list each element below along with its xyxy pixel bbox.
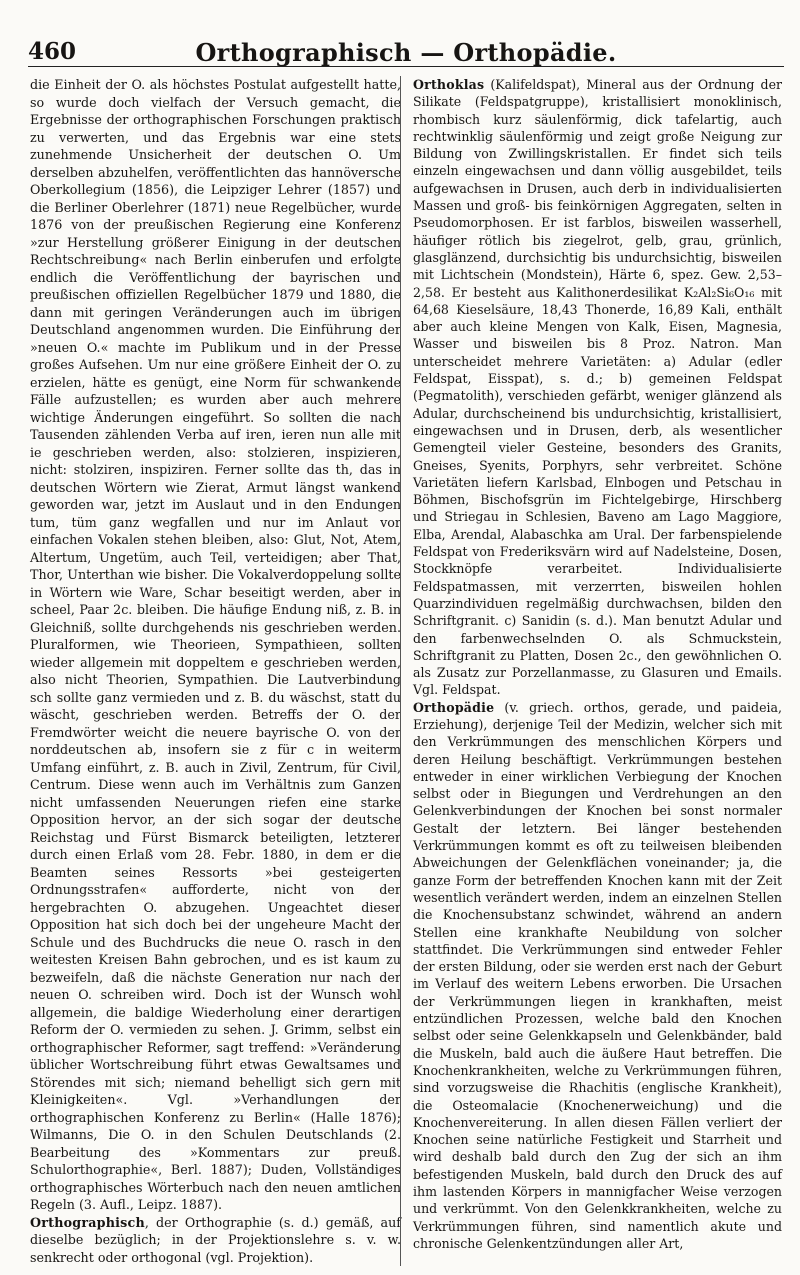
entry-headword: Orthopädie — [413, 699, 495, 715]
entry-orthoklas — [413, 76, 782, 699]
entry-headword: Orthographisch — [30, 1214, 145, 1230]
page-header — [28, 38, 784, 74]
column-divider — [400, 76, 401, 1266]
header-rule — [28, 66, 784, 67]
entry-orthographisch — [30, 1214, 401, 1267]
entry-text: , der Orthographie (s. d.) gemäß, auf dieselbe bezüglich; in der Projektionslehre s. v. w. senkrecht oder orthogonal (vgl. Projektion). — [30, 1214, 401, 1265]
continuation-text: die Einheit der O. als höchstes Postulat aufgestellt hatte, so wurde doch vielfach der Versuch gemacht, die Ergebnisse der orthographischen Forschungen praktisch zu verwerten, und das Ergebnis war eine stets zunehmende Unsicherheit der deutschen O. Um derselben abzuhelfen, veröffentlichten das hannöversche Oberkollegium (1856), die Leipziger Lehrer (1857) und die Berliner Oberlehrer (1871) neue Regelbücher, wurde 1876 von der preußischen Regierung eine Konferenz »zur Herstellung größerer Einigung in der deutschen Rechtschreibung« nach Berlin einberufen und erfolgte endlich die Veröffentlichung der bayrischen und preußischen offiziellen Regelbücher 1879 und 1880, die dann mit geringen Veränderungen auch im übrigen Deutschland angenommen wurden. Die Einführung der »neuen O.« machte im Publikum und in der Presse großes Aufsehen. Um nur eine größere Einheit der O. zu erzielen, hätte es genügt, eine Norm für schwankende Fälle aufzustellen; es wurden aber auch mehrere wichtige Änderungen eingeführt. So sollten die nach Tausenden zählenden Verba auf iren, ieren nun alle mit ie geschrieben werden, also: stolzieren, inspizieren, nicht: stolziren, inspiziren. Ferner sollte das th, das in deutschen Wörtern wie Zierat, Armut längst wankend geworden war, jetzt im Auslaut und in den Endungen tum, tüm ganz wegfallen und nur im Anlaut vor einfachen Vokalen stehen bleiben, also: Glut, Not, Atem, Altertum, Ungetüm, auch Teil, verteidigen; aber That, Thor, Unterthan wie bisher. Die Vokalverdoppelung sollte in Wörtern wie Ware, Schar beseitigt werden, aber in scheel, Paar 2c. bleiben. Die häufige Endung niß, z. B. in Gleichniß, sollte durchgehends nis geschrieben werden. Pluralformen, wie Theorieen, Sympathieen, sollten wieder allgemein mit doppeltem e geschrieben werden, also nicht Theorien, Sympathien. Die Lautverbindung sch sollte ganz vermieden und z. B. du wäschst, statt du wäscht, geschrieben werden. Betreffs der O. der Fremdwörter weicht die neuere bayrische O. von der norddeutschen ab, insofern sie z für c in weiterm Umfang einführt, z. B. auch in Zivil, Zentrum, für Civil, Centrum. Diese wenn auch im Verhältnis zum Ganzen nicht umfassenden Neuerungen riefen eine starke Opposition hervor, an der sich sogar der deutsche Reichstag und Fürst Bismarck beteiligten, letzterer durch einen Erlaß vom 28. Febr. 1880, in dem er die Beamten seines Ressorts »bei gesteigerten Ordnungsstrafen« aufforderte, nicht von der hergebrachten O. abzugehen. Ungeachtet dieser Opposition hat sich doch bei der ungeheure Macht der Schule und des Buchdrucks die neue O. rasch in den weitesten Kreisen Bahn gebrochen, und es ist kaum zu bezweifeln, daß die nächste Generation nur nach der neuen O. schreiben wird. Doch ist der Wunsch wohl allgemein, die baldige Wiederholung einer derartigen Reform der O. vermieden zu sehen. J. Grimm, selbst ein orthographischer Reformer, sagt treffend: »Veränderung üblicher Wortschreibung führt etwas Gewaltsames und Störendes mit sich; niemand behelligt sich gern mit Kleinigkeiten«. Vgl. »Verhandlungen der orthographischen Konferenz zu Berlin« (Halle 1876); Wilmanns, Die O. in den Schulen Deutschlands (2. Bearbeitung des »Kommentars zur preuß. Schulorthographie«, Berl. 1887); Duden, Vollständiges orthographisches Wörterbuch nach den neuen amtlichen Regeln (3. Aufl., Leipz. 1887). — [30, 77, 401, 1212]
page-number: 460 — [28, 38, 77, 65]
running-head: Orthographisch — Orthopädie. — [195, 38, 617, 67]
entry-headword: Orthoklas — [413, 77, 485, 92]
entry-orthopaedie — [413, 699, 782, 1253]
entry-text: (v. griech. orthos, gerade, und paideia, Erziehung), derjenige Teil der Medizin, welcher sich mit den Verkrümmungen des menschlichen Körpers und deren Heilung beschäftigt. Verkrümmungen bestehen entweder in einer wirklichen Verbiegung der Knochen selbst oder in Biegungen und Verdrehungen an den Gelenkverbindungen der Knochen bei sonst normaler Gestalt der letztern. Bei länger bestehenden Verkrümmungen kommt es oft zu teilweisen bleibenden Abweichungen der Gelenkflächen voneinander; ja, die ganze Form der betreffenden Knochen kann mit der Zeit wesentlich verändert werden, indem an einzelnen Stellen die Knochensubstanz schwindet, während an andern Stellen eine krankhafte Neubildung von solcher stattfindet. Die Verkrümmungen sind entweder Fehler der ersten Bildung, oder sie werden erst nach der Geburt im Verlauf des weitern Lebens erworben. Die Ursachen der Verkrümmungen liegen in krankhaften, meist entzündlichen Prozessen, welche bald den Knochen selbst oder seine Gelenkkapseln und Gelenkbänder, bald die Muskeln, bald auch die äußere Haut betreffen. Die Knochenkrankheiten, welche zu Verkrümmungen führen, sind vorzugsweise die Rhachitis (englische Krankheit), die Osteomalacie (Knochenerweichung) und die Knochenvereiterung. In allen diesen Fällen verliert der Knochen seine natürliche Festigkeit und Starrheit und wird deshalb bald durch den Zug der sich an ihm befestigenden Muskeln, bald durch den Druck des auf ihm lastenden Körpers in mannigfacher Weise verzogen und verkrümmt. Von den Gelenkkrankheiten, welche zu Verkrümmungen führen, sind namentlich akute und chronische Gelenkentzündungen aller Art, — [413, 699, 782, 1251]
right-column — [413, 76, 782, 1252]
entry-text: (Kalifeldspat), Mineral aus der Ordnung der Silikate (Feldspatgruppe), kristallisiert monoklinisch, rhombisch kurz säulenförmig, dick tafelartig, auch rechtwinklig säulenförmig und zeigt große Neigung zur Bildung von Zwillingskristallen. Er findet sich teils einzeln eingewachsen und dann völlig ausgebildet, teils aufgewachsen in Drusen, auch derb in individualisierten Massen und groß- bis feinkörnigen Aggregaten, selten in Pseudomorphosen. Er ist farblos, bisweilen wasserhell, häufiger rötlich bis ziegelrot, gelb, grau, grünlich, glasglänzend, durchsichtig bis undurchsichtig, bisweilen mit Lichtschein (Mondstein), Härte 6, spez. Gew. 2,53–2,58. Er besteht aus Kalithonerdesilikat K₂Al₂Si₆O₁₆ mit 64,68 Kieselsäure, 18,43 Thonerde, 16,89 Kali, enthält aber auch kleine Mengen von Kalk, Eisen, Magnesia, Wasser und bisweilen bis 8 Proz. Natron. Man unterscheidet mehrere Varietäten: a) Adular (edler Feldspat, Eisspat), s. d.; b) gemeinen Feldspat (Pegmatolith), verschieden gefärbt, weniger glänzend als Adular, durchscheinend bis undurchsichtig, kristallisiert, eingewachsen und in Drusen, derb, als wesentlicher Gemengteil vieler Gesteine, besonders des Granits, Gneises, Syenits, Porphyrs, sehr verbreitet. Schöne Varietäten liefern Karlsbad, Elnbogen und Petschau in Böhmen, Bischofsgrün im Fichtelgebirge, Hirschberg und Striegau in Schlesien, Baveno am Lago Maggiore, Elba, Arendal, Alabaschka am Ural. Der farbenspielende Feldspat von Frederiksvärn wird auf Nadelsteine, Dosen, Stockknöpfe verarbeitet. Individualisierte Feldspatmassen, mit verzerrten, bisweilen hohlen Quarzindividuen regelmäßig durchwachsen, bilden den Schriftgranit. c) Sanidin (s. d.). Man benutzt Adular und den farbenwechselnden O. als Schmuckstein, Schriftgranit zu Platten, Dosen 2c., den gewöhnlichen O. als Zusatz zur Porzellanmasse, zu Glasuren und Emails. Vgl. Feldspat. — [413, 77, 782, 698]
left-column — [30, 76, 401, 1266]
continuation-paragraph — [30, 76, 401, 1214]
